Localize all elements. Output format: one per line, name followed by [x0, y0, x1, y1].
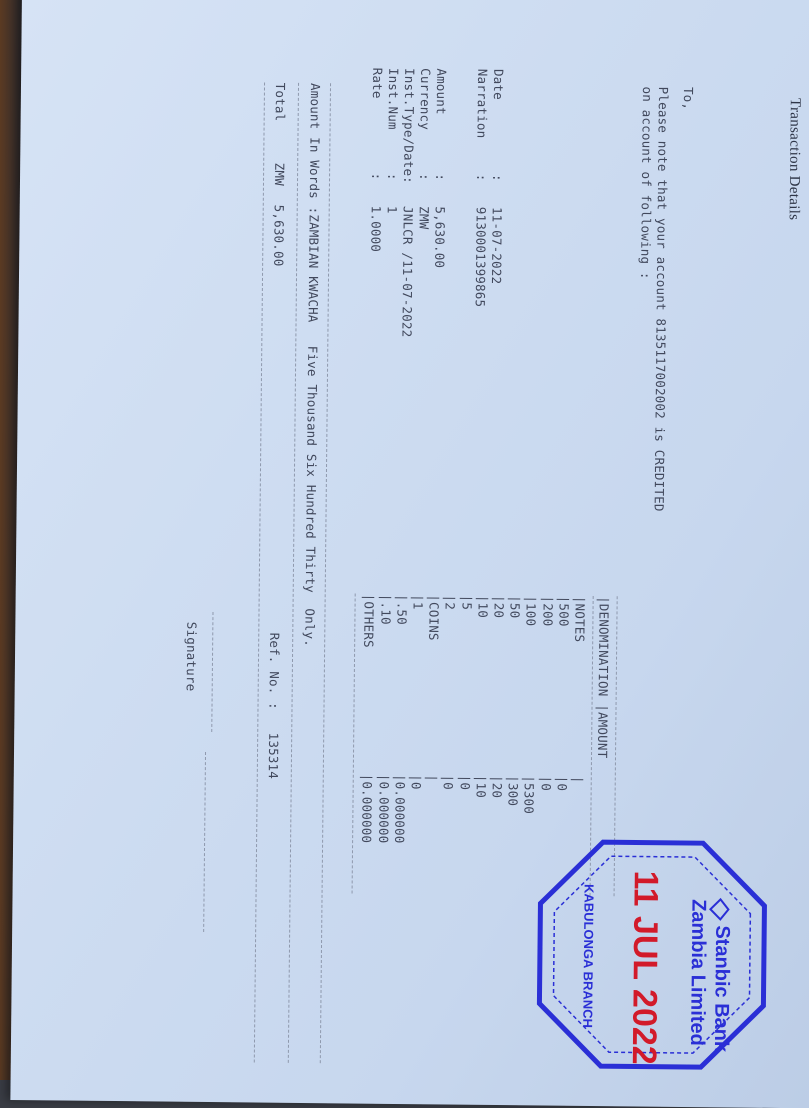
denomination-row-label: |100 [523, 595, 540, 627]
notice-line-2: on account of following : [638, 86, 656, 280]
field-label-date: Date [490, 68, 507, 100]
field-sep: : [417, 173, 433, 182]
denomination-row-amount: |0.000000 [359, 773, 376, 844]
field-value-rate: 1.0000 [368, 205, 384, 253]
denomination-row-label: |NOTES [572, 595, 588, 643]
denomination-row-amount: |20 [489, 774, 505, 799]
amount-in-words: Amount In Words :ZAMBIAN KWACHA Five Thousand Six Hundred Thirty Only. [302, 83, 324, 648]
denomination-row-label: |1 [410, 594, 426, 610]
field-label-inst-num: Inst.Num [385, 67, 402, 130]
bank-stamp [531, 833, 774, 1076]
field-sep: : [433, 173, 449, 182]
field-label-currency: Currency [417, 68, 434, 131]
denomination-row-amount: |0 [554, 775, 570, 792]
ref-label: Ref. No. : [266, 632, 283, 711]
denomination-row-label: |.50 [394, 593, 410, 625]
denomination-row-amount: |300 [505, 775, 522, 807]
field-label-amount: Amount [433, 68, 450, 115]
stamp-date: 11 JUL 2022 [624, 870, 665, 1065]
denomination-row-label: |50 [507, 595, 523, 619]
field-label-rate: Rate [369, 67, 386, 99]
field-sep: : [385, 172, 401, 181]
notice-line-1: Please note that your account 8135117002002 is CREDITED [651, 86, 672, 512]
field-label-inst-type: Inst.Type/Date: [400, 67, 418, 185]
field-value-narration: 9130001399865 [472, 206, 489, 308]
signature-label: Signature [183, 621, 200, 692]
denomination-row-label: |10 [475, 594, 491, 619]
denomination-row-amount: |5300 [521, 775, 538, 815]
total-value: 5,630.00 [271, 204, 287, 267]
denomination-row-amount: |10 [473, 774, 489, 799]
field-value-currency: ZMW [416, 206, 432, 230]
denomination-header: |DENOMINATION |AMOUNT [594, 596, 612, 759]
denomination-row-amount: |0 [441, 774, 457, 791]
ref-value: 135314 [265, 732, 282, 780]
denomination-row-label: |20 [491, 594, 507, 619]
denomination-row-amount: |0.000000 [391, 773, 408, 844]
denomination-row-label: |5 [459, 594, 475, 611]
field-sep: : [490, 173, 506, 182]
stamp-bank-name: Stanbic Bank [709, 925, 734, 1053]
field-sep: : [369, 172, 385, 181]
denomination-row-amount: |0.000000 [375, 773, 392, 844]
denomination-row-amount: |0 [408, 774, 424, 790]
denomination-row-amount: |0 [457, 774, 473, 791]
stamp-bank-name-2: Zambia Limited [685, 899, 710, 1046]
field-value-date: 11-07-2022 [488, 206, 505, 285]
to-label: To, [680, 86, 697, 111]
denomination-row-label: |2 [442, 594, 459, 611]
stanbic-logo-icon [710, 899, 728, 919]
denomination-row-label: |.10 [377, 593, 394, 625]
total-currency: ZMW [271, 162, 288, 186]
stamp-branch: KABULONGA BRANCH [580, 883, 597, 1029]
field-value-inst-num: 1 [384, 205, 400, 214]
receipt-paper [10, 0, 809, 1108]
denomination-row-amount: | [570, 775, 586, 784]
total-label: Total [272, 82, 289, 122]
field-sep: : [474, 173, 490, 182]
field-label-narration: Narration [474, 68, 491, 139]
denomination-row-amount: | [424, 774, 441, 783]
denomination-row-label: |OTHERS [361, 593, 378, 648]
denomination-row-amount: |0 [538, 775, 554, 792]
denomination-row-label: |500 [556, 595, 572, 627]
denomination-row-label: |200 [539, 595, 556, 627]
denomination-row-label: |COINS [426, 594, 442, 641]
stamp-graphic [531, 833, 774, 1076]
field-value-inst-type: JNLCR /11-07-2022 [399, 205, 416, 338]
document-title: Transaction Details [785, 98, 803, 221]
field-value-amount: 5,630.00 [432, 206, 448, 269]
